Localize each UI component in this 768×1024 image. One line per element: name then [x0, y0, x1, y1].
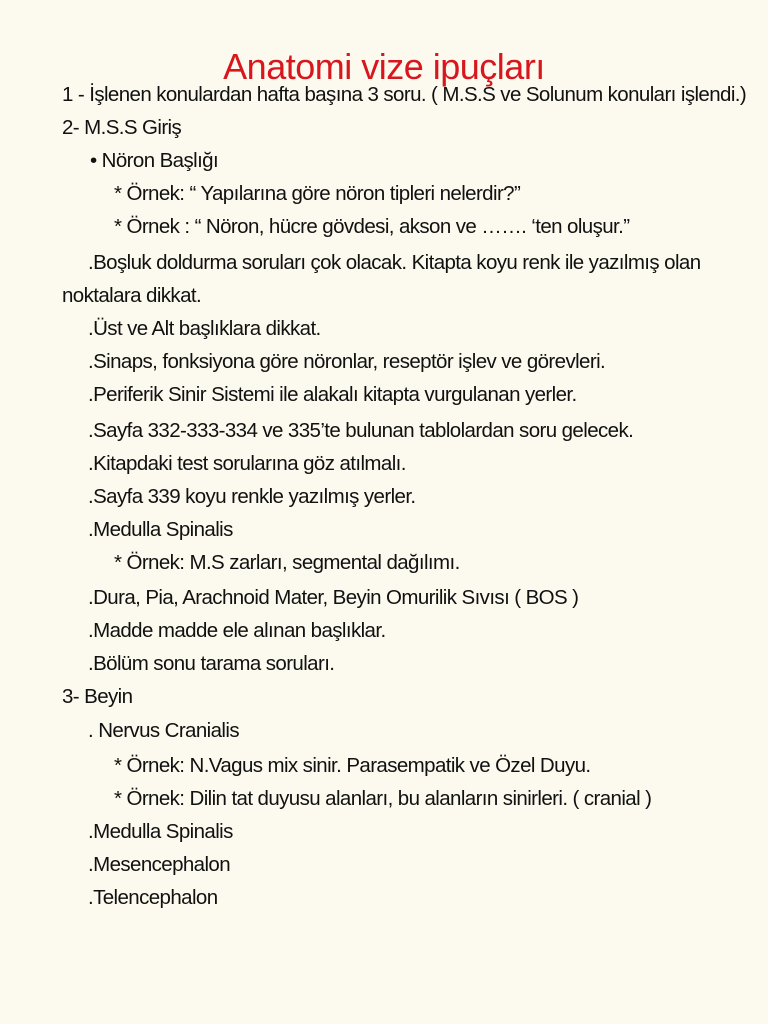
page-title: Anatomi vize ipuçları [223, 46, 545, 88]
note-line-sayfa-339: .Sayfa 339 koyu renkle yazılmış yerler. [88, 485, 416, 508]
section-heading-mss: 2- M.S.S Giriş [62, 116, 182, 139]
example-line-5: * Örnek: Dilin tat duyusu alanları, bu alanların sinirleri. ( cranial ) [114, 787, 652, 810]
note-line-mesencephalon: .Mesencephalon [88, 853, 231, 876]
note-line-sinaps: .Sinaps, fonksiyona göre nöronlar, reseptör işlev ve görevleri. [88, 350, 606, 373]
section-heading-beyin: 3- Beyin [62, 685, 133, 708]
note-line-telencephalon: .Telencephalon [88, 886, 218, 909]
note-line-dura: .Dura, Pia, Arachnoid Mater, Beyin Omurilik Sıvısı ( BOS ) [88, 586, 579, 609]
note-line-bolum-sonu: .Bölüm sonu tarama soruları. [88, 652, 335, 675]
example-line-3: * Örnek: M.S zarları, segmental dağılımı. [114, 551, 460, 574]
example-line-2: * Örnek : “ Nöron, hücre gövdesi, akson ve ……. ‘ten oluşur.” [114, 215, 630, 238]
note-line-bosluk-cont: noktalara dikkat. [62, 284, 202, 307]
note-line-nervus: . Nervus Cranialis [88, 719, 239, 742]
note-line-medulla-2: .Medulla Spinalis [88, 820, 233, 843]
note-line-sayfa-332: .Sayfa 332-333-334 ve 335’te bulunan tablolardan soru gelecek. [88, 419, 634, 442]
note-line-madde: .Madde madde ele alınan başlıklar. [88, 619, 386, 642]
note-line-1: 1 - İşlenen konulardan hafta başına 3 soru. ( M.S.S ve Solunum konuları işlendi.) [62, 83, 747, 106]
note-line-medulla: .Medulla Spinalis [88, 518, 233, 541]
note-line-bosluk: .Boşluk doldurma soruları çok olacak. Kitapta koyu renk ile yazılmış olan [88, 251, 701, 274]
note-line-test: .Kitapdaki test sorularına göz atılmalı. [88, 452, 406, 475]
bullet-noron-basligi: • Nöron Başlığı [90, 149, 219, 172]
example-line-4: * Örnek: N.Vagus mix sinir. Parasempatik ve Özel Duyu. [114, 754, 591, 777]
example-line-1: * Örnek: “ Yapılarına göre nöron tipleri nelerdir?” [114, 182, 521, 205]
note-line-periferik: .Periferik Sinir Sistemi ile alakalı kitapta vurgulanan yerler. [88, 383, 577, 406]
note-line-baslik: .Üst ve Alt başlıklara dikkat. [88, 317, 321, 340]
